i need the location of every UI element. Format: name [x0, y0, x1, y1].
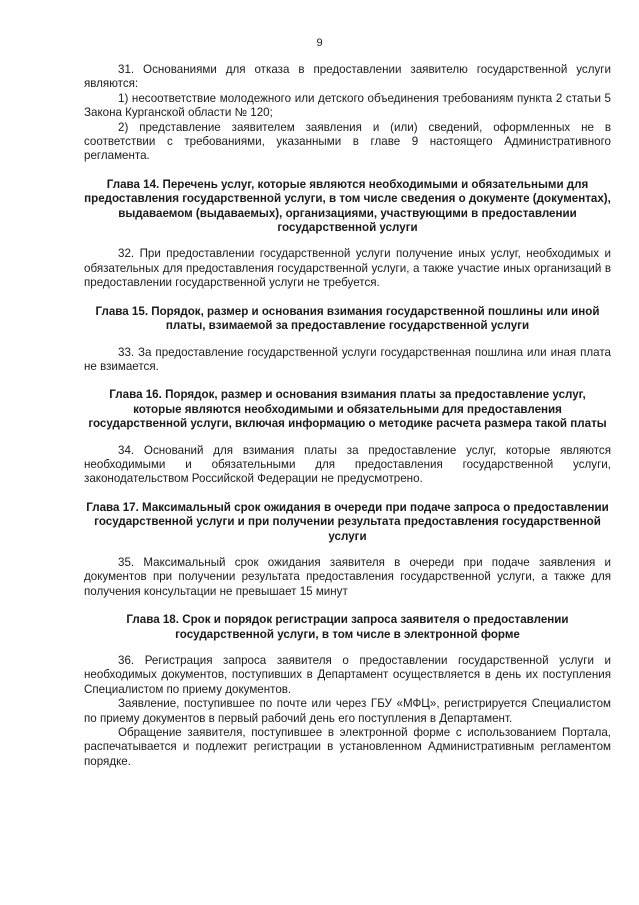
paragraph-31-intro: 31. Основаниями для отказа в предоставлении заявителю государственной услуги являются: — [84, 63, 611, 91]
chapter-14-heading: Глава 14. Перечень услуг, которые являются необходимыми и обязательными для предоставления государственной услуги, в том числе сведения о документе (документах), выдаваемом (выдаваемых), организациями, участвующими в предоставлении государственной услуги — [84, 177, 611, 235]
chapter-16-heading: Глава 16. Порядок, размер и основания взимания платы за предоставление услуг, которые являются необходимыми и обязательными для предоставления государственной услуги, включая информацию о методике расчета размера такой платы — [88, 388, 607, 431]
paragraph-36-2: Заявление, поступившее по почте или через ГБУ «МФЦ», регистрируется Специалистом по приему документов в первый рабочий день его поступления в Департамент. — [84, 697, 611, 725]
page-content — [84, 63, 611, 769]
paragraph-32: 32. При предоставлении государственной услуги получение иных услуг, необходимых и обязательных для предоставления государственной услуги, а также участие иных организаций в предоставлении государственной услуги не требуется. — [84, 247, 611, 290]
chapter-15-heading: Глава 15. Порядок, размер и основания взимания государственной пошлины или иной платы, взимаемой за предоставление государственной услуги — [95, 304, 600, 333]
page-number: 9 — [316, 37, 323, 49]
paragraph-34: 34. Оснований для взимания платы за предоставление услуг, которые являются необходимыми и обязательными для предоставления государственной услуги, законодательством Российской Федерации не предусмотрено. — [84, 443, 611, 486]
paragraph-33: 33. За предоставление государственной услуги государственная пошлина или иная плата не взимается. — [84, 345, 611, 373]
paragraph-36-1: 36. Регистрация запроса заявителя о предоставлении государственной услуги и необходимых документов, поступивших в Департамент осуществляется в день их поступления Специалистом по приему документов. — [84, 654, 611, 696]
paragraph-36-3: Обращение заявителя, поступившее в электронной форме с использованием Портала, распечатывается и подлежит регистрации в установленном Административным регламентом порядке. — [84, 726, 611, 768]
chapter-18-heading: Глава 18. Срок и порядок регистрации запроса заявителя о предоставлении государственной услуги, в том числе в электронной форме — [126, 613, 569, 641]
paragraph-35: 35. Максимальный срок ожидания заявителя в очереди при подаче заявления и документов при получении результата предоставления государственной услуги, а также для получения консультации не превышает 15 минут — [84, 555, 611, 598]
chapter-17-heading: Глава 17. Максимальный срок ожидания в очереди при подаче запроса о предоставлении государственной услуги и при получении результата предоставления государственной услуги — [86, 500, 609, 543]
paragraph-31-item-1: 1) несоответствие молодежного или детского объединения требованиям пункта 2 статьи 5 Закона Курганской области № 120; — [84, 91, 611, 120]
paragraph-31-item-2: 2) представление заявителем заявления и (или) сведений, оформленных не в соответствии с требованиями, указанными в главе 9 настоящего Административного регламента. — [84, 120, 611, 163]
